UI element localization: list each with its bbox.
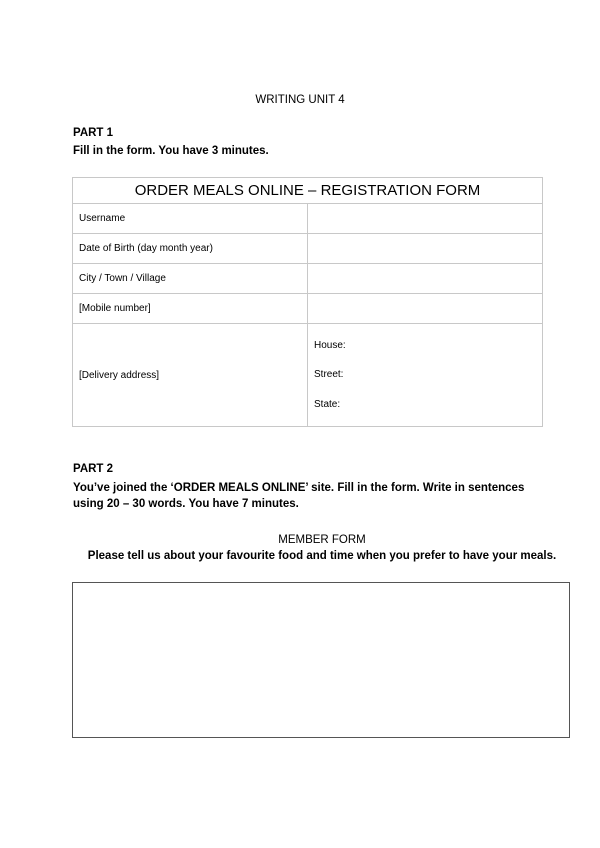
- answer-box[interactable]: [72, 582, 570, 738]
- member-form-title: MEMBER FORM: [278, 534, 366, 546]
- form-row-address: [73, 324, 543, 427]
- street-label: Street:: [314, 369, 344, 381]
- username-label: Username: [73, 204, 308, 234]
- member-form-prompt: Please tell us about your favourite food and time when you prefer to have your meals.: [87, 550, 557, 562]
- form-row-dob: [73, 234, 543, 264]
- form-row-city: [73, 264, 543, 294]
- part2-instruction-line2: using 20 – 30 words. You have 7 minutes.: [73, 498, 299, 510]
- city-label: City / Town / Village: [73, 264, 308, 294]
- registration-form-title: ORDER MEALS ONLINE – REGISTRATION FORM: [73, 178, 543, 204]
- part1-heading: PART 1: [73, 127, 114, 139]
- address-label: [Delivery address]: [73, 324, 308, 427]
- city-field[interactable]: [308, 264, 543, 294]
- form-row-mobile: [73, 294, 543, 324]
- username-field[interactable]: [308, 204, 543, 234]
- mobile-label: [Mobile number]: [73, 294, 308, 324]
- address-field[interactable]: [308, 324, 543, 427]
- page-title: WRITING UNIT 4: [255, 94, 345, 106]
- registration-form: [72, 177, 543, 427]
- part1-instruction: Fill in the form. You have 3 minutes.: [73, 145, 269, 157]
- dob-field[interactable]: [308, 234, 543, 264]
- state-label: State:: [314, 398, 341, 410]
- part2-instruction-line1: You’ve joined the ‘ORDER MEALS ONLINE’ site. Fill in the form. Write in sentences: [73, 482, 525, 494]
- mobile-field[interactable]: [308, 294, 543, 324]
- house-label: House:: [314, 339, 346, 351]
- form-row-username: [73, 204, 543, 234]
- dob-label: Date of Birth (day month year): [73, 234, 308, 264]
- part2-heading: PART 2: [73, 463, 114, 475]
